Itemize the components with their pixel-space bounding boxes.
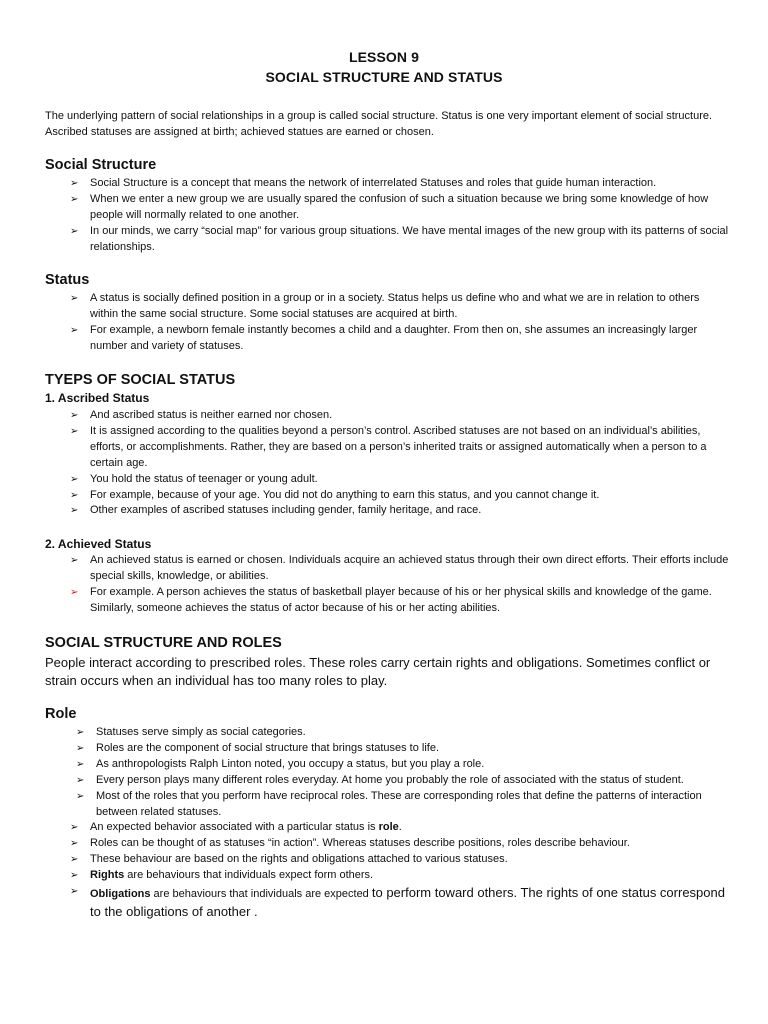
list-item: ➢ And ascribed status is neither earned nor chosen. [90, 408, 730, 424]
arrow-bullet-icon: ➢ [70, 293, 79, 304]
role-heading: Role [45, 706, 77, 722]
list-item: ➢ These behaviour are based on the rights and obligations attached to various statuses. [90, 852, 730, 868]
obligations-term: Obligations [90, 887, 151, 900]
list-item: ➢ Roles are the component of social structure that brings statuses to life. [96, 741, 726, 757]
list-item: ➢ An expected behavior associated with a particular status is role. [90, 820, 730, 836]
document-title: SOCIAL STRUCTURE AND STATUS [265, 69, 503, 85]
list-item: ➢ In our minds, we carry “social map” for various group situations. We have mental images of the new group with its patterns of social relationships. [70, 224, 729, 253]
arrow-bullet-icon: ➢ [76, 790, 85, 802]
list-item: ➢ Obligations are behaviours that individuals are expected to perform toward others. The rights of one status correspond to the obligations of another . [70, 884, 725, 919]
roles-paragraph: People interact according to prescribed roles. These roles carry certain rights and obligations. Sometimes conflict or strain occurs when an individual has too many roles to play. [45, 655, 711, 688]
role-term: role [378, 821, 399, 833]
list-item: ➢ For example, a newborn female instantly becomes a child and a daughter. From then on, she assumes an increasingly larger number and variety of statuses. [70, 323, 698, 352]
list-item: ➢ Other examples of ascribed statuses including gender, family heritage, and race. [90, 503, 730, 519]
list-item: ➢ It is assigned according to the qualities beyond a person’s control. Ascribed statuses are not based on an individual’s abilities, efforts, or accomplishments. Rather, they are based on a person’s inherited traits or assigned automatically when a person to a certain age. [70, 424, 707, 469]
arrow-bullet-icon: ➢ [76, 758, 85, 770]
arrow-bullet-icon: ➢ [70, 324, 79, 336]
list-item: ➢ Most of the roles that you perform have reciprocal roles. These are corresponding roles that define the patterns of interaction between related statuses. [76, 789, 702, 818]
list-item: ➢ Rights are behaviours that individuals expect form others. [90, 868, 730, 884]
arrow-bullet-icon: ➢ [70, 178, 79, 189]
list-item: ➢ Every person plays many different roles everyday. At home you probably the role of associated with the status of student. [96, 773, 726, 789]
list-item: ➢ As anthropologists Ralph Linton noted, you occupy a status, but you play a role. [96, 757, 726, 773]
ascribed-status-list [70, 408, 730, 519]
arrow-bullet-icon: ➢ [70, 473, 79, 485]
arrow-bullet-icon: ➢ [70, 869, 79, 881]
arrow-bullet-icon: ➢ [70, 225, 79, 237]
arrow-bullet-icon: ➢ [70, 555, 79, 566]
rights-term: Rights [90, 868, 125, 881]
list-item: ➢ When we enter a new group we are usually spared the confusion of such a situation because we bring some knowledge of how people will normally related to one another. [70, 192, 709, 221]
arrow-bullet-icon: ➢ [76, 727, 85, 738]
status-list [70, 291, 730, 355]
list-item: ➢ Statuses serve simply as social categories. [96, 725, 726, 741]
list-item: ➢ For example. A person achieves the status of basketball player because of his or her physical skills and knowledge of the game. Similarly, someone achieves the status of actor because of his or her acting abilities. [70, 585, 712, 614]
achieved-status-heading: 2. Achieved Status [45, 537, 152, 551]
role-list [70, 820, 730, 922]
status-heading: Status [45, 272, 90, 288]
list-item: ➢ For example, because of your age. You did not do anything to earn this status, and you cannot change it. [90, 488, 730, 504]
types-heading: TYEPS OF SOCIAL STATUS [45, 372, 236, 388]
red-arrow-bullet-icon: ➢ [70, 586, 79, 598]
roles-section-heading: SOCIAL STRUCTURE AND ROLES [45, 635, 282, 651]
arrow-bullet-icon: ➢ [70, 885, 79, 897]
arrow-bullet-icon: ➢ [70, 505, 79, 517]
arrow-bullet-icon: ➢ [70, 489, 79, 501]
arrow-bullet-icon: ➢ [76, 742, 85, 754]
social-structure-list [70, 176, 730, 256]
list-item: ➢ A status is socially defined position in a group or in a society. Status helps us define who and what we are in relation to others within the same social structure. Some social statuses are acquired at birth. [70, 292, 700, 320]
social-structure-heading: Social Structure [45, 157, 157, 173]
achieved-status-list [70, 553, 730, 617]
arrow-bullet-icon: ➢ [70, 837, 79, 849]
arrow-bullet-icon: ➢ [70, 822, 79, 833]
arrow-bullet-icon: ➢ [70, 425, 79, 437]
list-item: ➢ You hold the status of teenager or young adult. [90, 472, 730, 488]
arrow-bullet-icon: ➢ [76, 774, 85, 786]
lesson-number: LESSON 9 [348, 49, 420, 65]
list-item: ➢ Social Structure is a concept that means the network of interrelated Statuses and roles that guide human interaction. [90, 176, 730, 192]
role-sub-list [76, 725, 726, 820]
ascribed-status-heading: 1. Ascribed Status [45, 391, 150, 405]
list-item: ➢ Roles can be thought of as statuses “in action”. Whereas statuses describe positions, roles describe behaviour. [90, 836, 730, 852]
intro-paragraph: The underlying pattern of social relationships in a group is called social structure. Status is one very important element of social structure. Ascribed statuses are assigned at birth; achieved statues are earned or chosen. [45, 110, 713, 138]
arrow-bullet-icon: ➢ [70, 193, 79, 205]
list-item: ➢ An achieved status is earned or chosen. Individuals acquire an achieved status through their own direct efforts. Their efforts include special skills, knowledge, or abilities. [70, 554, 729, 582]
arrow-bullet-icon: ➢ [70, 410, 79, 421]
arrow-bullet-icon: ➢ [70, 853, 79, 865]
